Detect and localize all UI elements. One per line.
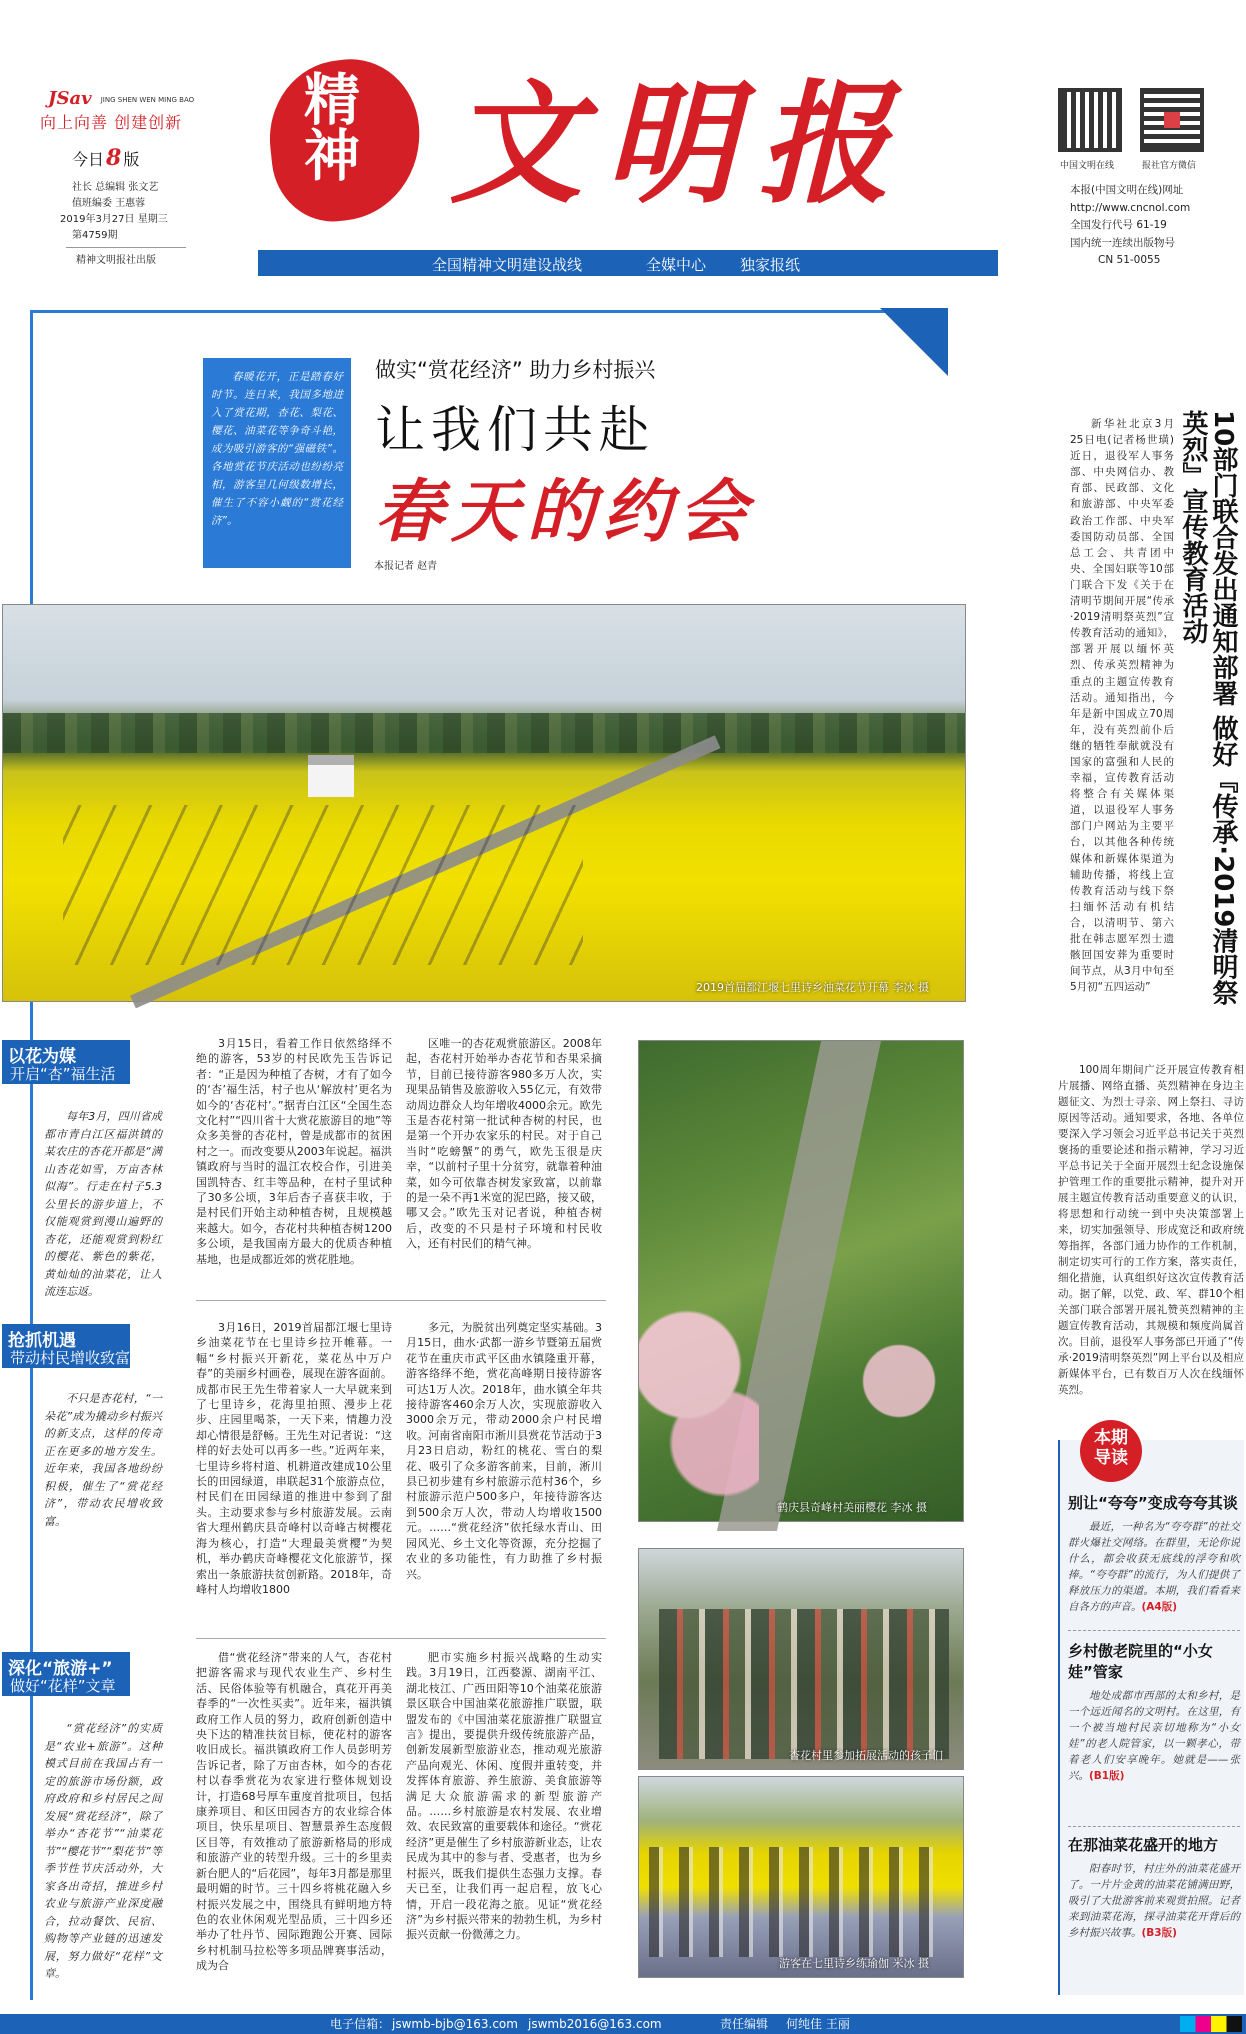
guide-badge [1080,1420,1142,1482]
footer-bar [0,2014,1246,2034]
qr-code-wechat-label: 报社官方微信 [1142,161,1197,171]
guide-item[interactable] [1068,1640,1240,1784]
body-column-3b: 肥市实施乡村振兴战略的生动实践。3月19日，江西婺源、湖南平江、湖北枝江、广西田阳等10个油菜花旅游景区联合中国油菜花旅游推广联盟，联盟发布的《中国油菜花旅游推广联盟宣言》提出，要提供升级传统旅游产品，创新发展新型旅游业态，推动观光旅游产品向观光、休闲、度假并重转变，并发挥体育旅游、养生旅游、美食旅游等满足大众旅游需求的新型旅游产品。……乡村旅游是农村发展、农业增效、农民致富的重要载体和途径。“赏花经济”更是催生了乡村旅游新业态，让农民成为其中的参与者、受惠者，也为乡村振兴，既我们提供生态强力支撑。春天已至，让我们再一起启程，放飞心情，开启一段花海之旅。见证“赏花经济”为乡村振兴带来的勃勃生机，为乡村振兴贡献一份微薄之力。 [406,1651,602,1942]
photo-cherry-blossom-path [638,1040,964,1522]
crowd [63,805,583,965]
cherry-blossoms [639,1261,759,1521]
section-body-opportunity: 不只是杏花村，“一朵花”成为撬动乡村振兴的新支点，这样的传奇正在更多的地方发生。近年来，我国各地纷纷积极，催生了“赏花经济”，带动农民增收致富。 [44,1392,162,1528]
logo-initials: JSav [48,88,92,109]
nav-item-media-center[interactable]: 全媒中心 [646,256,707,274]
guide-divider [1068,1826,1240,1827]
body-column-3a: 借“赏花经济”带来的人气，杏花村把游客需求与现代农业生产、乡村生活、民俗体验等有机融合，真花开再美春季的“一次性买卖”。近年来，福洪镇政府工作人员的努力，政府创新创造中央下达的精准扶贫目标，使花村的游客收旧成长。福洪镇政府工作人员彭明芳告诉记者，除了万亩杏林，如今的杏花村以春季赏花为农家进行整体规划设计，打造68号厚车重度首批项目，包括康养项目、和区田园杏方的农业综合体项目，快乐星项目、智慧景养生态度假区目等，有效推动了旅游新格局的形成和旅游产业的转型升级。三十的乡里卖新台肥人的“后花园”，每年3月都是那里最明媚的时节。三十四乡将桃花融入乡村振兴发展之中，围绕具有鲜明地方特色的农业休闲观光型品质，三十四乡还举办了牡丹节、园际跑跑公开赛、园际乡村机制马拉松等多项品牌赛事活动，成为合 [196,1651,392,1973]
nav-bar [258,250,998,276]
lead-title-line2: 春天的约会 [375,472,756,552]
lead-kicker: 做实“赏花经济” 助力乡村振兴 [375,358,656,382]
photo-kids-activity [638,1548,964,1770]
color-registration-bar [1180,2016,1242,2032]
section-title-tourism: 深化“旅游+” 做好“花样”文章 [2,1652,130,1696]
section-body-tourism: “赏花经济”的实质是“农业+旅游”。这种模式目前在我国占有一定的旅游市场份额，政府政府和乡村居民之间发展“赏花经济”，除了举办“杏花节”“油菜花节”“樱花节”“梨花节”等季节性节庆活动外，大家各出奇招，推进乡村农业与旅游产业深度融合，拉动餐饮、民宿、购物等产业链的迅速发展，努力做好“花样”文章。 [44,1722,162,1980]
lead-title-line1: 让我们共赴 [375,401,655,459]
news-headline: 10部门联合发出通知部署 做好『传承·2019清明祭英烈』宣传教育活动 [1178,410,1238,1006]
guide-item-title[interactable]: 别让“夸夸”变成夸夸其谈 [1068,1494,1238,1512]
contact-info: 本报(中国文明在线)网址 http://www.cncnol.com 全国发行代号 61-19 国内统一连续出版物号 CN 51-0055 [1070,184,1191,266]
body-column-2a: 3月16日，2019首届都江堰七里诗乡油菜花节在七里诗乡拉开帷幕。一幅“乡村振兴开新花，菜花丛中万户春”的美丽乡村画卷，展现在游客面前。成都市民王先生带着家人一大早就来到了七里诗乡，花海里拍照、漫步上花步、庄园里喝茶，一天下来，情趣力没却心情很是舒畅。王先生对记者说：“这样的好去处可以再多一些。”近两年来，七里诗乡将村道、机耕道改建成10公里长的田园绿道，串联起31个旅游点位，村民们在田园绿道的推进中参到了甜头。主动要求参与乡村旅游发展。云南省大理州鹤庆县奇峰村以奇峰古树樱花海为核心，打造“大理最美赏樱”为契机，举办鹤庆奇峰樱花文化旅游节，探索出一条旅游扶贫创新路。2018年，奇峰村人均增收1800 [196,1321,392,1596]
guide-item-text: 最近，一种名为“夸夸群”的社交群火爆社交网络。在群里，无论你说什么，都会收获无底线的浮夸和吹捧。“夸夸群”的流行，为人们提供了释放压力的渠道。本期，我们看看来自各方的声音。(A4版) [1068,1521,1240,1613]
kids-group [659,1609,949,1759]
guide-badge-line1: 本期 [1094,1428,1128,1448]
masthead [0,0,1246,290]
footer-email-1[interactable]: jswmb-bjb@163.com [392,2017,518,2031]
cherry-blossoms-right [839,1301,959,1461]
section-title-flower: 以花为媒 开启“杏”福生活 [2,1040,130,1084]
yoga-group [649,1847,949,1957]
photo-yoga [638,1776,964,1978]
footer-editor-label: 责任编辑 [720,2017,769,2031]
hero-photo-rapeseed-field [2,604,966,1002]
nav-item-exclusive[interactable]: 独家报纸 [740,256,801,274]
guide-divider [1068,1630,1240,1631]
guide-badge-line2: 导读 [1094,1448,1128,1468]
section-body-flower: 每年3月，四川省成都市青白江区福洪镇的某农庄的杏花开都是“满山杏花如雪，万亩杏林似海”。行走在村子5.3公里长的游步道上，不仅能观赏到漫山遍野的杏花，还能观赏到粉红的樱花、紫色的紫花，黄灿灿的油菜花，让人流连忘返。 [44,1110,162,1298]
body-column-1b: 区唯一的杏花观赏旅游区。2008年起，杏花村开始举办杏花节和杏果采摘节，目前已接待游客980多万人次，实现果品销售及旅游收入55亿元，有效带动周边群众人均年增收4000余元。欧先玉是杏花村第一批试种杏树的村民，也是第一个开办农家乐的村民。对于自己当时“吃螃蟹”的勇气，欧先玉很是庆幸，“以前村子里十分贫穷，就靠着种油菜，如今可依靠杏树发家致富，以前靠的是一朵不再1米宽的泥巴路，接又破，哪又会。”欧先玉对记者说，种植杏树后，改变的不只是村子环境和村民收入，还有村民们的精气神。 [406,1037,602,1251]
nav-item-network[interactable]: 全国精神文明建设战线 [432,256,583,274]
footer-email-2[interactable]: jswmb2016@163.com [528,2017,662,2031]
column-divider-2 [196,1638,606,1639]
body-column-1a: 3月15日，看着工作日依然络绎不绝的游客，53岁的村民欧先玉告诉记者：“正是因为种植了杏树，才有了如今的‘杏’福生活，村子也从‘解放村’更名为如今的‘杏花村’。”据青白江区“全国生态文化村”“四川省十大赏花旅游目的地”等众多美誉的杏花村，曾是成都市的贫困村之一。而改变要从2003年说起。福洪镇政府与当时的温江农校合作，引进美国凯特杏、红丰等品种，在村子里试种了30多公顷，3年后杏子喜获丰收，于是村民们开始主动种植杏树，且规模越来越大。如今，杏花村共种植杏树1200多公顷，是我国南方最大的优质杏种植基地，也是成都近郊的赏花胜地。 [196,1037,392,1266]
lead-frame-corner [880,308,950,378]
slogan: 向上向善 创建创新 [40,113,183,132]
guide-item-text: 地处成都市西部的太和乡村，是一个远近闻名的文明村。在这里，有一个被当地村民亲切地称为“小女娃”的老人院管家，以一颗孝心，带着老人们安享晚年。她就是——张兴。(B1版) [1068,1690,1240,1782]
publisher: 精神文明报社出版 [76,255,156,266]
logo-pinyin: JING SHEN WEN MING BAO [100,95,195,104]
guide-item-text: 阳春时节，村庄外的油菜花盛开了。一片片金黄的油菜花铺满田野，吸引了大批游客前来观赏拍照。记者来到油菜花海，探寻油菜花开背后的乡村振兴故事。(B3版) [1068,1863,1240,1939]
issue-number: 第4759期 [72,230,118,241]
cherry-photo-caption: 鹤庆县奇峰村美丽樱花 李冰 摄 [777,1501,927,1514]
column-divider-1 [196,1300,606,1301]
qr-code-wechat[interactable] [1140,88,1204,152]
duty-editor: 值班编委 王惠蓉 [72,198,146,209]
footer-email-label: 电子信箱： [330,2017,391,2031]
info-divider [66,247,186,248]
masthead-info [60,180,168,244]
news-body-bottom: 100周年期间广泛开展宣传教育相片展播、网络直播、英烈精神在身边主题征文、为烈士寻亲、网上祭扫、寻访原因等活动。通知要求，各地、各单位要深入学习领会习近平总书记关于英烈褒扬的重要论述和指示精神，学习习近平总书记关于全面开展烈士纪念设施保护管理工作的重要批示精神，提升对开展主题宣传教育活动重要意义的认识，将思想和行动统一到中央决策部署上来，切实加强领导、形成宽泛和政府统筹指挥，各部门通力协作的工作机制，制定切实可行的工作方案，落实责任，细化措施，认真组织好这次宣传教育活动。据了解，以党、政、军、群10个相关部门联合部署开展礼赞英烈精神的主题宣传教育活动，其规模和频度尚属首次。目前，退役军人事务部已开通了“传承·2019清明祭英烈”网上平台以及相应新媒体平台，已有数百万人次在线缅怀英烈。 [1058,1064,1244,1396]
tree-line [3,713,965,753]
lead-intro: 春暖花开，正是踏春好时节。连日来，我国多地进入了赏花期，杏花、梨花、樱花、油菜花等争奇斗艳，成为吸引游客的“强磁铁”。各地赏花节庆活动也纷纷亮相，游客呈几何级数增长，催生了不容小觑的“赏花经济”。 [211,371,343,527]
brand-logo [48,88,228,110]
title-seal-text: 精神 [295,70,361,182]
guide-item[interactable] [1068,1492,1240,1615]
qr-code-website-label: 中国文明在线 [1060,161,1115,171]
news-body-top: 新华社北京3月25日电(记者杨世璜)近日，退役军人事务部、中央网信办、教育部、民政部、文化和旅游部、中央军委政治工作部、中央军委国防动员部、全国总工会、共青团中央、全国妇联等10部门联合下发《关于在清明节期间开展“传承·2019清明祭英烈”宣传教育活动的通知》，部署开展以缅怀英烈、传承英烈精神为重点的主题宣传教育活动。通知指出，今年是新中国成立70周年，没有英烈前仆后继的牺牲奉献就没有国家的富强和人民的幸福，宣传教育活动将整合有关媒体渠道，以退役军人事务部门户网站为主要平台，以其他各种传统媒体和新媒体渠道为辅助传播，将线上宣传教育活动与线下祭扫缅怀活动有机结合，以清明节、第六批在韩志愿军烈士遗骸回国安葬为重要时间节点，从3月中旬至5月初“五四运动” [1070,418,1174,994]
lead-intro-box [203,358,351,568]
guide-item[interactable] [1068,1834,1240,1941]
wechat-center-icon [1164,112,1180,128]
yoga-photo-caption: 游客在七里诗乡练瑜伽 米冰 摄 [779,1957,929,1970]
today-pages: 今日8 版 [72,145,140,171]
kids-photo-caption: 杏花村里参加拓展活动的孩子们 [789,1749,943,1762]
guide-item-title[interactable]: 在那油菜花盛开的地方 [1068,1836,1219,1854]
section-title-opportunity: 抢抓机遇 带动村民增收致富 [2,1324,130,1368]
issue-date: 2019年3月27日 星期三 [60,214,168,225]
editor-chief: 社长 总编辑 张文艺 [72,182,159,193]
qr-code-website[interactable] [1058,88,1122,152]
body-column-2b: 多元，为脱贫出列奠定坚实基础。3月15日，曲水·武都一游乡节暨第五届赏花节在重庆市武平区曲水镇隆重开幕，游客络绎不绝，赏花高峰期日接待游客可达1万人次。2018年，曲水镇全年共接待游客460余万人次，实现旅游收入3000余万元，带动2000余户村民增收。河南省南阳市淅川县赏花节活动于3月23日启动，粉红的桃花、雪白的梨花、吸引了众多游客前来，目前，淅川县已初步建有乡村旅游示范村36个，乡村旅游示范户500多户，年接待游客达到500余万人次，带动人均增收1500元。……“赏花经济”依托绿水青山、田园风光、乡土文化等资源，充分挖掘了农业的多功能性，有力助推了乡村振兴。 [406,1321,602,1581]
footer-editor-names: 何纯佳 王丽 [786,2017,850,2031]
hero-photo-caption: 2019首届都江堰七里诗乡油菜花节开幕 李冰 摄 [696,981,929,994]
pavilion [308,755,354,797]
lead-byline: 本报记者 赵青 [374,561,438,572]
guide-item-title[interactable]: 乡村傲老院里的“小女娃”管家 [1068,1642,1213,1681]
newspaper-title: 文明报 [450,67,912,222]
